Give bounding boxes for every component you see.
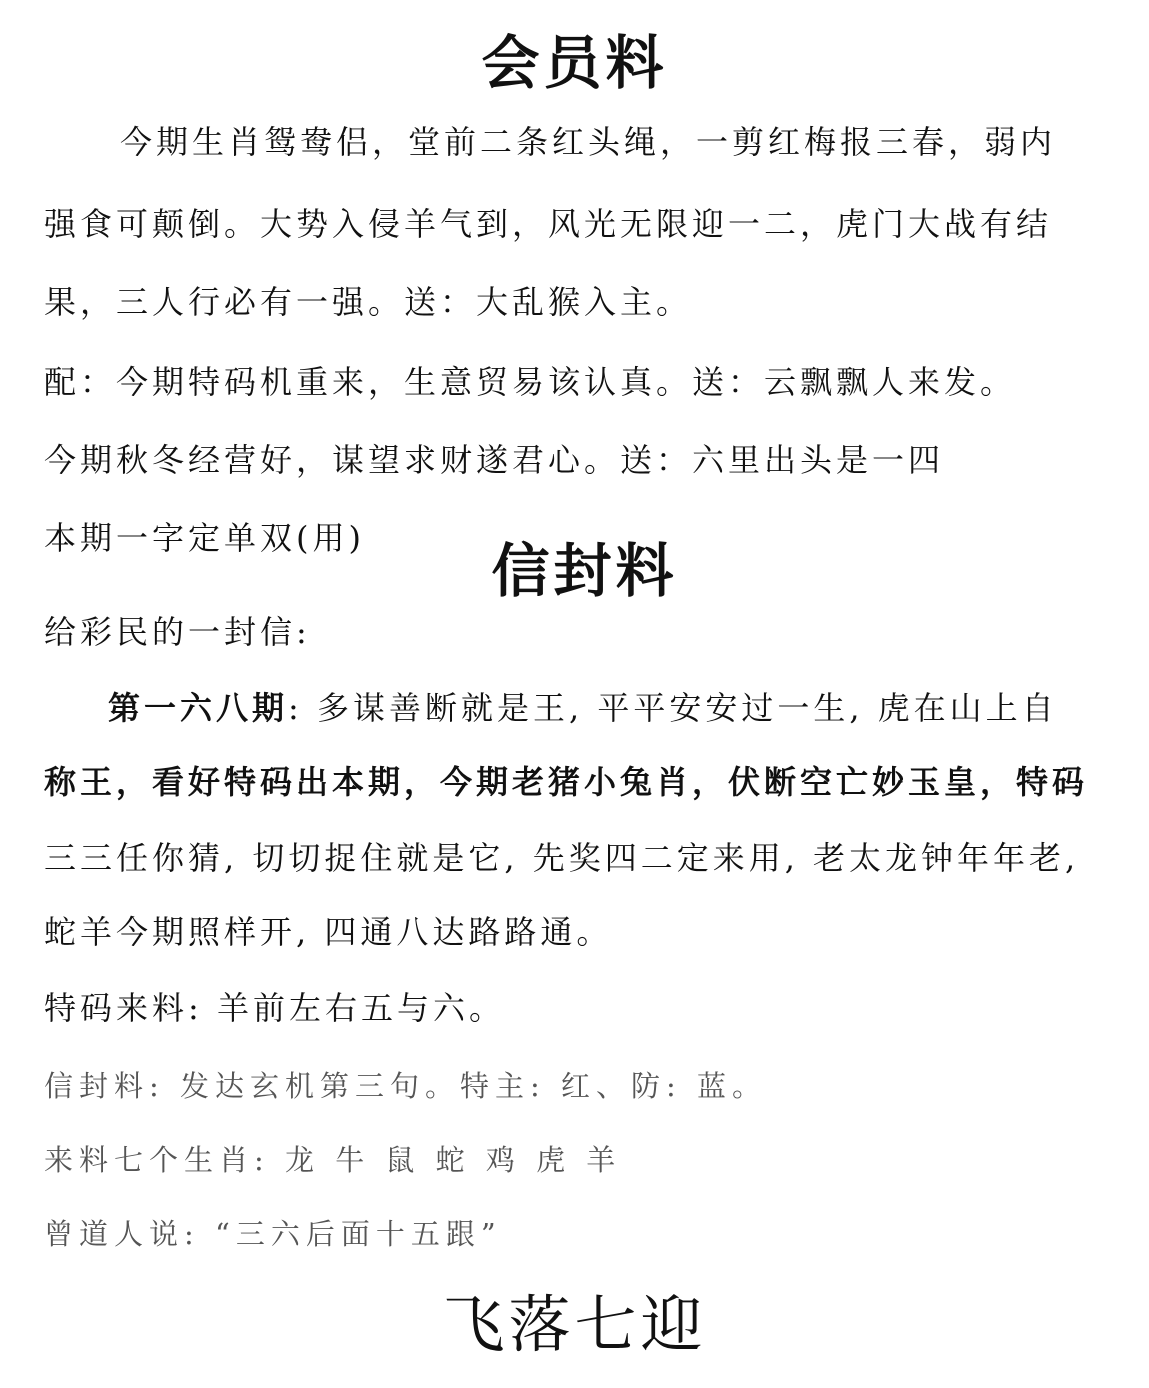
- xinfeng-letter-line-3: 三三任你猜, 切切捉住就是它, 先奖四二定来用, 老太龙钟年年老,: [44, 839, 1080, 877]
- section-title-feiluo: 飞落七迎: [442, 1288, 707, 1361]
- note-line-1: 信封料: 发达玄机第三句。特主: 红、防: 蓝。: [44, 1069, 767, 1103]
- section-title-huiyuan: 会员料: [481, 29, 668, 97]
- huiyuan-line-1: 今期生肖鸳鸯侣，堂前二条红头绳，一剪红梅报三春，弱内: [120, 123, 1057, 161]
- huiyuan-line-3: 果，三人行必有一强。送：大乱猴入主。: [44, 283, 693, 321]
- huiyuan-line-4: 配：今期特码机重来，生意贸易该认真。送：云飘飘人来发。: [44, 363, 1017, 401]
- xinfeng-intro: 给彩民的一封信:: [44, 613, 311, 651]
- xinfeng-letter-line-2: 称王，看好特码出本期，今期老猪小兔肖，伏断空亡妙玉皇，特码: [44, 763, 1089, 801]
- issue-number: 第一六八期: [108, 689, 289, 727]
- huiyuan-line-2: 强食可颠倒。大势入侵羊气到，风光无限迎一二，虎门大战有结: [44, 205, 1053, 243]
- note-line-2: 来料七个生肖: 龙 牛 鼠 蛇 鸡 虎 羊: [44, 1143, 622, 1177]
- xinfeng-letter-line-4: 蛇羊今期照样开, 四通八达路路通。: [44, 913, 613, 951]
- note-line-3: 曾道人说: “三六后面十五跟”: [44, 1217, 502, 1251]
- tema-line: 特码来料: 羊前左右五与六。: [44, 989, 505, 1027]
- letter-line-1-text: : 多谋善断就是王, 平平安安过一生, 虎在山上自: [288, 689, 1058, 727]
- section-title-xinfeng: 信封料: [491, 537, 678, 605]
- xinfeng-letter-line-1: [108, 688, 1058, 728]
- huiyuan-line-5: 今期秋冬经营好，谋望求财遂君心。送：六里出头是一四: [44, 441, 945, 479]
- huiyuan-line-6: 本期一字定单双(用): [44, 519, 365, 557]
